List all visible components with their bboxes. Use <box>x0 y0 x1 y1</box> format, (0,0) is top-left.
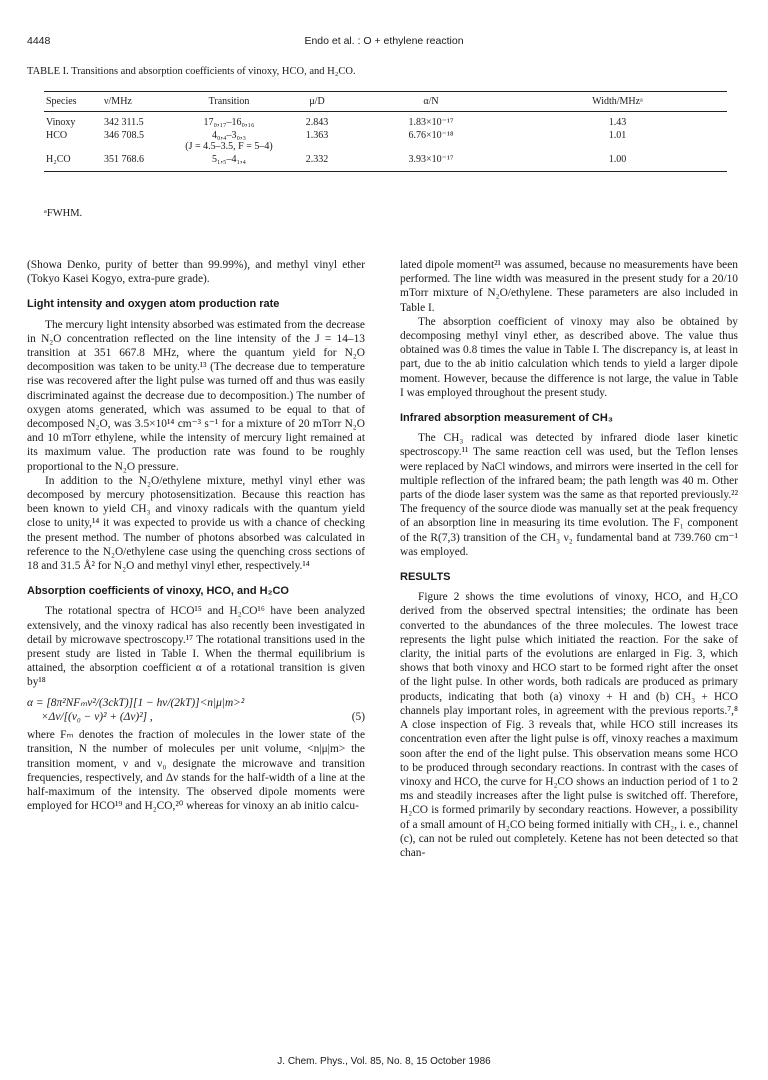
page-number: 4448 <box>27 35 51 47</box>
table-row <box>44 153 727 172</box>
paragraph: The mercury light intensity absorbed was estimated from the decrease in N₂O concentration reflected on the line intensity of the J = 14–13 transition at 351 667.8 MHz, where the quantum yield for N₂O decomposition was taken to be unity.¹³ (The decrease due to temperature rise was recovered after the light pulse was turned off and thus was easily discriminated against the decrease due to decomposition.) The number of oxygen atoms generated, which was assumed to be equal to that of decomposed N₂O, was 3.5×10¹⁴ cm⁻³ s⁻¹ for a mixture of 20 mTorr N₂O and 10 mTorr ethylene, while the intensity of mercury light remained at its maximum value. The production rate was found to be roughly proportional to the N₂O pressure. <box>27 318 365 473</box>
cell-frequency: 351 768.6 <box>102 153 178 172</box>
cell-width: 1.00 <box>508 153 727 172</box>
paragraph: where Fₘ denotes the fraction of molecules in the lower state of the transition, N the number of molecules per unit volume, <n|μ|m> the transition moment, ν and ν₀ designate the microwave and transition frequencies, respectively, and Δν stands for the half-width of a line at the half-maximum of the intensity. The observed dipole moments were employed for HCO¹⁹ and H₂CO,²⁰ whereas for vinoxy an ab initio calcu- <box>27 729 365 813</box>
cell-species: H₂CO <box>44 153 102 172</box>
paragraph: Figure 2 shows the time evolutions of vinoxy, HCO, and H₂CO derived from the observed spectral intensities; the ordinate has been converted to the abundances of the three molecules. The lowest trace represents the light pulse which initiated the reaction. For the sake of clarity, the initial parts of the evolutions are enlarged in Fig. 3, which shows that both vinoxy and HCO start to be formed right after the onset of the light pulse. In other words, both radicals are produced as primary products, indicating that both (a) vinoxy + H and (b) CH₃ + HCO channels play important roles, in agreement with the previous reports.⁷,⁸ A close inspection of Fig. 3 reveals that, while HCO still increases its concentration even after the light pulse is off, vinoxy reaches a maximum soon after the end of the light pulse. This observation means some HCO to be produced through secondary reactions. In contrast with the cases of vinoxy and HCO, the curve for H₂CO shows an induction period of 1 to 2 ms and steadily increases after the light pulse is switched off. Therefore, H₂CO is formed primarily by secondary reactions. However, a possibility of a small amount of H₂CO being formed initially with CH₂, i. e., channel (c), can not be ruled out completely. Ketene has not been detected so that chan- <box>400 591 738 859</box>
cell-frequency: 346 708.5 <box>104 130 144 141</box>
running-title: Endo et al. : O + ethylene reaction <box>304 35 464 47</box>
left-column <box>27 258 365 813</box>
header-frequency: ν/MHz <box>102 92 178 112</box>
cell-transition <box>178 129 280 153</box>
section-heading: Light intensity and oxygen atom production rate <box>27 298 280 311</box>
cell-dipole: 1.363 <box>305 130 329 141</box>
cell-alpha: 6.76×10⁻¹⁸ <box>408 130 454 141</box>
table-footnote: ᵃFWHM. <box>44 208 83 219</box>
table-caption: TABLE I. Transitions and absorption coefficients of vinoxy, HCO, and H₂CO. <box>27 66 356 77</box>
data-table <box>44 91 727 172</box>
cell-width: 1.01 <box>608 130 627 141</box>
section-heading: Absorption coefficients of vinoxy, HCO, and H₂CO <box>27 585 289 598</box>
cell-species: HCO <box>46 130 68 141</box>
equation <box>27 696 365 724</box>
cell-alpha: 3.93×10⁻¹⁷ <box>354 153 508 172</box>
paragraph: (Showa Denko, purity of better than 99.99%), and methyl vinyl ether (Tokyo Kasei Kogyo, extra-pure grade). <box>27 259 365 286</box>
cell-width: 1.43 <box>608 117 627 128</box>
cell-species: Vinoxy <box>46 117 76 128</box>
header-dipole: μ/D <box>280 92 354 112</box>
cell-dipole: 2.332 <box>280 153 354 172</box>
header-width: Width/MHzᵃ <box>508 92 727 112</box>
paragraph: In addition to the N₂O/ethylene mixture, methyl vinyl ether was decomposed by mercury photosensitization. Because this reaction has been known to yield CH₃ and vinoxy radicals with the quantum yield close to unity,¹⁴ it was expected to provide us with a chance of checking the present method. The number of photons absorbed was calculated in reference to the N₂O/ethylene case using the quenching cross sections of 18 and 31.5 Å² for N₂O and methyl vinyl ether, respectively.¹⁴ <box>27 474 365 573</box>
paragraph: The absorption coefficient of vinoxy may also be obtained by decomposing methyl vinyl ether, as described above. The value thus obtained was 0.8 times the value in Table I. The discrepancy is, at least in part, due to the ab initio calculation which tends to yield a larger dipole moment. However, because the difference is not large, the value in Table I was employed throughout the present study. <box>400 315 738 399</box>
cell-transition-sub: (J = 4.5–3.5, F = 5–4) <box>185 141 273 152</box>
equation-line <box>27 710 365 724</box>
paragraph: The CH₃ radical was detected by infrared diode laser kinetic spectroscopy.¹¹ The same reaction cell was used, but the Teflon lenses were replaced by NaCl windows, and mirrors were inserted in the cell for multiple reflection of the infrared beam; the path length was 40 m. Other parts of the diode laser system was the same as that reported previously.²² The frequency of the source diode was manually set at the peak frequency of an absorption line in measuring its time evolution. The F₁ component of the R(7,3) transition of the CH₃ ν₂ fundamental band at 739.760 cm⁻¹ was employed. <box>400 432 738 558</box>
header-transition: Transition <box>178 92 280 112</box>
cell-transition-main: 4₀,₄–3₀,₃ <box>212 130 246 141</box>
cell-alpha: 1.83×10⁻¹⁷ <box>408 117 454 128</box>
header-species: Species <box>44 92 102 112</box>
table-header-row <box>44 92 727 112</box>
equation-line: α = [8π²NFₘν²/(3ckT)][1 − hν/(2kT)]<n|μ|m>² <box>27 696 245 709</box>
section-heading: Infrared absorption measurement of CH₃ <box>400 412 613 425</box>
header-alpha: α/N <box>354 92 508 112</box>
equation-number: (5) <box>351 710 365 723</box>
cell-frequency: 342 311.5 <box>104 117 144 128</box>
section-heading: RESULTS <box>400 571 451 584</box>
paragraph: lated dipole moment²¹ was assumed, because no measurements have been performed. The line width was measured in the present study for a 20/10 mTorr mixture of N₂O/ethylene. These parameters are also included in Table I. <box>400 259 738 314</box>
table-row <box>44 129 727 153</box>
table-row <box>44 112 727 130</box>
right-column <box>400 258 738 860</box>
equation-line-2: ×Δν/[(ν₀ − ν)² + (Δν)²] , <box>41 710 153 723</box>
cell-transition: 17₀,₁₇–16₀,₁₆ <box>203 117 255 128</box>
journal-citation: J. Chem. Phys., Vol. 85, No. 8, 15 October 1986 <box>277 1056 491 1067</box>
cell-dipole: 2.843 <box>305 117 329 128</box>
paragraph: The rotational spectra of HCO¹⁵ and H₂CO¹⁶ have been analyzed extensively, and the vinoxy radical has also recently been investigated in detail by microwave spectroscopy.¹⁷ The rotational transitions used in the present study are listed in Table I. When the thermal equilibrium is attained, the absorption coefficient α of a rotational transition is given by¹⁸ <box>27 605 365 689</box>
cell-transition: 5₁,₅–4₁,₄ <box>178 153 280 172</box>
